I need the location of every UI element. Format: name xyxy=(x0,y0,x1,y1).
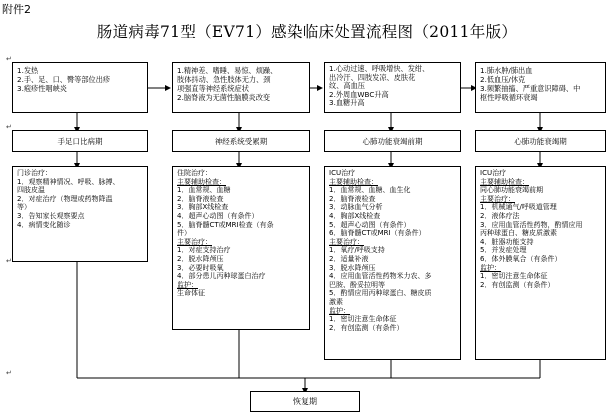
symptom-box-1 xyxy=(12,62,148,113)
symptom-list-3 xyxy=(325,63,460,108)
detail-line: 3．告知家长观察要点 xyxy=(17,211,85,220)
detail-line: 4．胸部X线检查 xyxy=(329,211,381,220)
detail-line: 1．对症支持治疗 xyxy=(177,246,231,255)
symptom-item: 1.心动过速、呼吸增快、发绀、 xyxy=(329,64,430,73)
detail-line: 生命体征 xyxy=(177,289,205,298)
stage-box-4: 心肺功能衰竭期 xyxy=(475,130,606,152)
section-heading: 主要辅助检查： xyxy=(480,177,529,186)
stage-box-3: 心肺功能衰竭前期 xyxy=(324,130,461,152)
detail-line: 激素 xyxy=(329,297,343,306)
section-heading: 主要辅助检查： xyxy=(329,177,378,186)
detail-line: 4．超声心动图（有条件） xyxy=(177,211,259,220)
detail-box-3 xyxy=(324,166,461,360)
detail-line: 5．并发症处理 xyxy=(480,246,527,255)
section-heading: 监护： xyxy=(480,263,501,272)
symptom-box-4 xyxy=(475,62,606,113)
stage-box-1: 手足口比病期 xyxy=(12,130,148,152)
symptom-item: 3.疱疹性咽峡炎 xyxy=(17,84,67,93)
detail-line: 2．适量补液 xyxy=(329,254,369,263)
detail-line: 住院治疗： xyxy=(177,169,212,177)
section-heading: 主要治疗： xyxy=(480,194,515,203)
symptom-item: 1.精神差、嗜睡、易惊、烦躁、 xyxy=(177,66,278,75)
detail-line: 1．血常规、血糖 xyxy=(177,186,231,195)
symptom-item: 2.手、足、口、臀等部位出疹 xyxy=(17,75,111,84)
detail-line: 4．脏器功能支持 xyxy=(480,237,534,246)
symptom-item: 3.频繁抽搐、严重意识障碍、中 xyxy=(480,84,581,93)
detail-line: 2．对症治疗（物理或药物降温 xyxy=(17,194,113,203)
detail-line: 5．脑脊髓CT或MRI检查（有条 xyxy=(177,220,274,229)
detail-line: 四肢皮温 xyxy=(17,186,45,195)
detail-line: 6．体外膜氧合（有条件） xyxy=(480,254,562,263)
detail-line: 3．胸部X线检查 xyxy=(177,203,229,212)
detail-line: 3．必要时吸氧 xyxy=(177,263,224,272)
detail-line: 5．酌情应用丙种球蛋白、糖皮质 xyxy=(329,289,432,298)
detail-line: 1．血常规、血糖、血生化 xyxy=(329,186,411,195)
detail-line: 1．观察精神情况、呼吸、脉搏、 xyxy=(17,177,120,186)
symptom-list-1 xyxy=(13,63,147,93)
detail-line: ICU治疗 xyxy=(480,169,507,177)
detail-line: 4．应用血管活性药物米力农、多 xyxy=(329,272,432,281)
detail-line: 3．脱水降颅压 xyxy=(329,263,376,272)
section-heading: 监护： xyxy=(177,280,198,289)
symptom-box-3 xyxy=(324,62,461,113)
stage-box-2: 神经系统受累期 xyxy=(172,130,310,152)
detail-line: 3．动脉血气分析 xyxy=(329,203,383,212)
recovery-stage-box: 恢复期 xyxy=(250,391,360,412)
detail-line: ICU治疗 xyxy=(329,169,356,177)
detail-line: 丙种球蛋白、糖皮质激素 xyxy=(480,229,557,238)
detail-line: 门诊治疗： xyxy=(17,169,52,177)
symptom-item: 1.肺水肿/肺出血 xyxy=(480,66,533,75)
detail-line: 件） xyxy=(177,229,191,238)
section-heading: 主要治疗： xyxy=(329,237,364,246)
detail-box-4 xyxy=(475,166,606,360)
symptom-item: 2.外周血WBC升高 xyxy=(329,89,389,99)
detail-line: 2．脱水降颅压 xyxy=(177,254,224,263)
detail-line: 2．脑脊液检查 xyxy=(329,194,376,203)
section-heading: 主要辅助检查： xyxy=(177,177,226,186)
detail-line: 巴胺、酚妥拉明等 xyxy=(329,280,385,289)
detail-box-1 xyxy=(12,166,148,262)
detail-line: 1．密切注意生命体征 xyxy=(329,315,397,324)
section-heading: 主要治疗： xyxy=(177,237,212,246)
paragraph-mark: ↵ xyxy=(6,257,12,265)
detail-line: 2．有创监测（有条件） xyxy=(480,280,555,289)
detail-line: 等） xyxy=(17,203,31,212)
annex-label: 附件2 xyxy=(2,3,31,16)
symptom-item: 2.低血压/休克 xyxy=(480,75,526,84)
symptom-list-2 xyxy=(173,63,309,102)
paragraph-mark: ↵ xyxy=(6,123,12,131)
detail-line: 4．病情变化随诊 xyxy=(17,220,71,229)
detail-line: 1．密切注意生命体征 xyxy=(480,272,548,281)
symptom-item: 肢体抖动、急性肢体无力、颈 xyxy=(177,75,271,84)
section-heading: 监护： xyxy=(329,306,350,315)
paragraph-mark: ↵ xyxy=(6,55,12,63)
detail-box-2 xyxy=(172,166,310,330)
detail-line: 4．部分患儿丙种球蛋白治疗 xyxy=(177,272,266,281)
symptom-list-4 xyxy=(476,63,605,102)
paragraph-mark: ↵ xyxy=(6,369,12,377)
detail-line: 1．氧疗/呼吸支持 xyxy=(329,246,385,255)
symptom-item: 2.脑脊液为无菌性脑膜炎改变 xyxy=(177,93,271,102)
symptom-box-2 xyxy=(172,62,310,113)
detail-line: 1．机械通气/呼吸道管理 xyxy=(480,203,557,212)
symptom-item: 1.发热 xyxy=(17,66,39,75)
detail-line: 2．有创监测（有条件） xyxy=(329,323,404,332)
detail-line: 同心肺功能衰竭前期 xyxy=(480,186,543,195)
detail-line: 5．超声心动图（有条件） xyxy=(329,220,411,229)
symptom-item: 3.血糖升高 xyxy=(329,98,365,108)
symptom-item: 项强直等神经系统症状 xyxy=(177,84,249,93)
page-title: 肠道病毒71型（EV71）感染临床处置流程图（2011年版） xyxy=(96,23,518,41)
detail-line: 3．应用血管活性药物，酌情应用 xyxy=(480,220,583,229)
detail-line: 2．液体疗法 xyxy=(480,211,520,220)
symptom-item: 出冷汗、四肢发凉、皮肤花 xyxy=(329,72,416,82)
detail-line: 2．脑脊液检查 xyxy=(177,194,224,203)
detail-line: 6．脑脊髓CT或MRI（有条件） xyxy=(329,229,426,238)
symptom-item: 枢性呼吸循环衰竭 xyxy=(480,93,538,102)
symptom-item: 纹、高血压 xyxy=(329,81,365,91)
